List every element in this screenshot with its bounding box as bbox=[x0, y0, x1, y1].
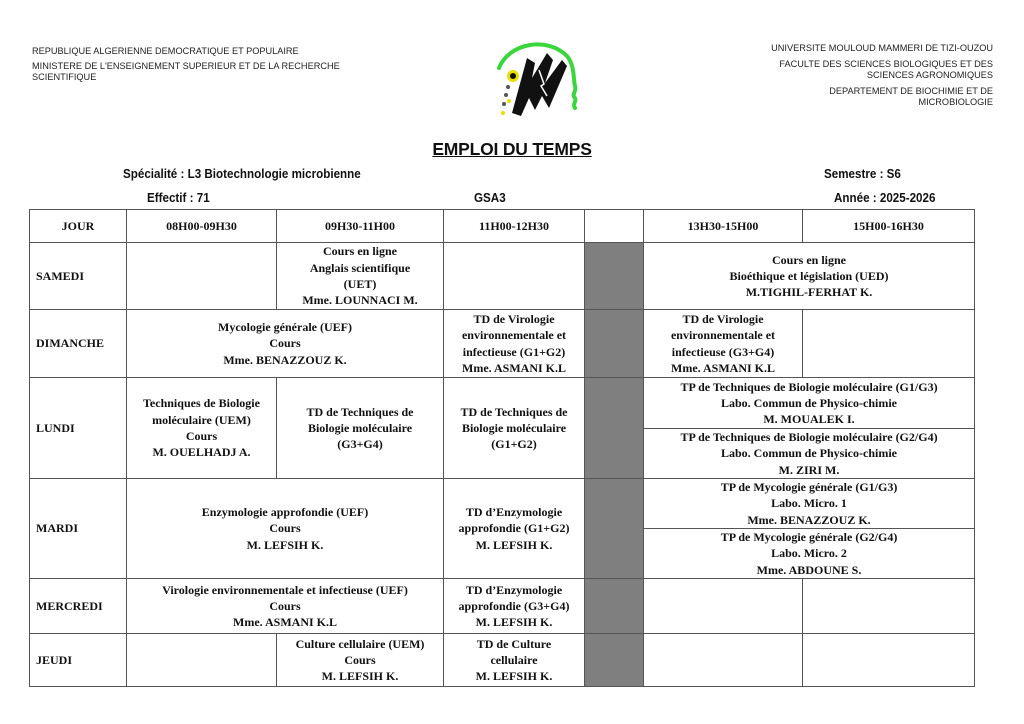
effectif-label: Effectif : 71 bbox=[147, 191, 210, 205]
session-line: M. MOUALEK I. bbox=[763, 412, 855, 427]
session-line: M.TIGHIL-FERHAT K. bbox=[745, 285, 873, 300]
university-logo-icon bbox=[487, 38, 587, 120]
session-line: Mme. ABDOUNE S. bbox=[756, 562, 862, 577]
session-line: Biologie moléculaire bbox=[307, 420, 413, 435]
row-mardi bbox=[30, 479, 975, 529]
session-cell bbox=[127, 579, 444, 634]
session-line: (UET) bbox=[343, 277, 377, 291]
session-line: Culture cellulaire (UEM) bbox=[295, 636, 425, 651]
day-mardi: MARDI bbox=[30, 479, 127, 579]
session-line: (G1+G2) bbox=[491, 437, 537, 452]
department-line2: MICROBIOLOGIE bbox=[918, 97, 993, 107]
session-cell bbox=[444, 634, 585, 687]
cell-empty bbox=[644, 579, 803, 634]
cell-empty bbox=[127, 634, 277, 687]
session-line: Anglais scientifique bbox=[309, 260, 411, 275]
session-line: Labo. Micro. 2 bbox=[771, 546, 847, 561]
university-name: UNIVERSITE MOULOUD MAMMERI DE TIZI-OUZOU bbox=[771, 43, 993, 53]
cell-empty bbox=[803, 579, 975, 634]
session-line: moléculaire (UEM) bbox=[152, 412, 251, 427]
session-line: Mycologie générale (UEF) bbox=[218, 320, 352, 335]
session-line: Cours bbox=[269, 521, 301, 536]
session-line: M. ZIRI M. bbox=[778, 462, 840, 477]
break-column bbox=[585, 210, 644, 243]
ministry-name bbox=[32, 61, 382, 84]
session-cell bbox=[444, 479, 585, 579]
session-line: TD de Culture bbox=[476, 636, 552, 651]
break-column bbox=[585, 634, 644, 687]
session-line: TP de Techniques de Biologie moléculaire (G1/G3) bbox=[680, 379, 938, 394]
session-line: Mme. ASMANI K.L bbox=[233, 615, 337, 630]
session-cell bbox=[277, 634, 444, 687]
session-line: Mme. LOUNNACI M. bbox=[302, 293, 418, 308]
cell-empty bbox=[644, 634, 803, 687]
session-line: (G3+G4) bbox=[337, 437, 383, 452]
session-line: TD de Virologie bbox=[473, 311, 555, 326]
session-line: M. LEFSIH K. bbox=[321, 669, 399, 684]
cell-empty bbox=[803, 310, 975, 378]
session-line: Mme. BENAZZOUZ K. bbox=[223, 352, 347, 367]
session-cell bbox=[444, 378, 585, 479]
session-line: Cours bbox=[344, 652, 376, 667]
col-header-slot2: 09H30-11H00 bbox=[277, 210, 444, 243]
session-line: Bioéthique et législation (UED) bbox=[729, 268, 889, 283]
session-line: infectieuse (G3+G4) bbox=[671, 344, 775, 359]
session-line: TD d’Enzymologie bbox=[465, 505, 563, 520]
session-cell bbox=[644, 429, 975, 479]
cell-empty bbox=[803, 634, 975, 687]
session-line: Cours bbox=[185, 429, 218, 443]
col-header-jour: JOUR bbox=[30, 210, 127, 243]
session-line: Mme. ASMANI K.L bbox=[671, 360, 775, 375]
session-cell bbox=[644, 310, 803, 378]
header-left bbox=[32, 46, 382, 87]
row-dimanche bbox=[30, 310, 975, 378]
session-cell bbox=[644, 529, 975, 579]
session-line: Mme. ASMANI K.L bbox=[462, 360, 566, 375]
session-line: Biologie moléculaire bbox=[461, 420, 567, 435]
page-title: EMPLOI DU TEMPS bbox=[432, 139, 592, 159]
session-line: Cours en ligne bbox=[322, 244, 397, 259]
day-lundi: LUNDI bbox=[30, 378, 127, 479]
session-line: TP de Techniques de Biologie moléculaire (G2/G4) bbox=[680, 430, 938, 445]
session-line: Labo. Commun de Physico-chimie bbox=[720, 395, 897, 410]
ministry-line1: MINISTERE DE L'ENSEIGNEMENT SUPERIEUR ET DE LA RECHERCHE bbox=[32, 60, 340, 71]
ministry-line2: SCIENTIFIQUE bbox=[32, 72, 97, 82]
header-right bbox=[693, 43, 993, 113]
session-line: TD de Techniques de bbox=[460, 404, 568, 419]
timetable bbox=[29, 209, 975, 687]
col-header-slot5: 15H00-16H30 bbox=[803, 210, 975, 243]
session-line: Virologie environnementale et infectieuse (UEF) bbox=[162, 582, 408, 597]
break-column bbox=[585, 310, 644, 378]
semestre-label: Semestre : S6 bbox=[824, 167, 901, 181]
session-line: infectieuse (G1+G2) bbox=[462, 344, 566, 359]
cell-empty bbox=[127, 243, 277, 310]
row-lundi bbox=[30, 378, 975, 429]
break-column bbox=[585, 243, 644, 310]
session-cell bbox=[644, 378, 975, 429]
session-line: Labo. Micro. 1 bbox=[771, 496, 847, 511]
faculty-name bbox=[693, 59, 993, 82]
session-line: M. LEFSIH K. bbox=[475, 537, 553, 552]
row-jeudi bbox=[30, 634, 975, 687]
session-cell bbox=[127, 479, 444, 579]
session-cell bbox=[444, 310, 585, 378]
day-jeudi: JEUDI bbox=[30, 634, 127, 687]
session-cell bbox=[127, 378, 277, 479]
col-header-slot4: 13H30-15H00 bbox=[644, 210, 803, 243]
session-line: environnementale et bbox=[461, 328, 567, 343]
session-line: Cours en ligne bbox=[771, 252, 846, 267]
session-line: approfondie (G3+G4) bbox=[458, 598, 570, 613]
session-line: Techniques de Biologie bbox=[143, 396, 260, 411]
session-cell bbox=[644, 479, 975, 529]
day-samedi: SAMEDI bbox=[30, 243, 127, 310]
session-line: TD d’Enzymologie bbox=[465, 582, 563, 597]
session-line: Labo. Commun de Physico-chimie bbox=[720, 446, 897, 461]
row-mercredi bbox=[30, 579, 975, 634]
session-line: Enzymologie approfondie (UEF) bbox=[201, 505, 369, 520]
col-header-slot1: 08H00-09H30 bbox=[127, 210, 277, 243]
session-line: approfondie (G1+G2) bbox=[458, 521, 570, 536]
session-cell bbox=[277, 378, 444, 479]
session-line: TP de Mycologie générale (G2/G4) bbox=[720, 530, 898, 545]
session-line: TD de Virologie bbox=[682, 311, 764, 326]
session-line: environnementale et bbox=[670, 328, 776, 343]
groupe-label: GSA3 bbox=[474, 191, 506, 205]
row-samedi bbox=[30, 243, 975, 310]
annee-label: Année : 2025-2026 bbox=[834, 191, 936, 205]
break-column bbox=[585, 579, 644, 634]
session-cell bbox=[127, 310, 444, 378]
session-line: Mme. BENAZZOUZ K. bbox=[747, 512, 871, 527]
break-column bbox=[585, 479, 644, 579]
session-line: TD de Techniques de bbox=[306, 404, 414, 419]
specialite-label: Spécialité : L3 Biotechnologie microbienne bbox=[123, 167, 361, 181]
faculty-line1: FACULTE DES SCIENCES BIOLOGIQUES ET DES bbox=[779, 58, 993, 69]
col-header-slot3: 11H00-12H30 bbox=[444, 210, 585, 243]
republic-name: REPUBLIQUE ALGERIENNE DEMOCRATIQUE ET POPULAIRE bbox=[32, 46, 299, 56]
break-column bbox=[585, 378, 644, 479]
department-line1: DEPARTEMENT DE BIOCHIMIE ET DE bbox=[829, 85, 993, 96]
day-mercredi: MERCREDI bbox=[30, 579, 127, 634]
cell-empty bbox=[444, 243, 585, 310]
session-line: M. OUELHADJ A. bbox=[152, 445, 251, 460]
day-dimanche: DIMANCHE bbox=[30, 310, 127, 378]
header-row bbox=[30, 210, 975, 243]
session-cell bbox=[444, 579, 585, 634]
session-line: cellulaire bbox=[490, 652, 538, 667]
faculty-line2: SCIENCES AGRONOMIQUES bbox=[866, 70, 993, 80]
session-cell bbox=[644, 243, 975, 310]
session-line: M. LEFSIH K. bbox=[475, 615, 553, 630]
session-cell bbox=[277, 243, 444, 310]
session-line: TP de Mycologie générale (G1/G3) bbox=[720, 480, 898, 495]
department-name bbox=[693, 86, 993, 109]
session-line: Cours bbox=[269, 336, 301, 351]
session-line: Cours bbox=[269, 598, 301, 613]
session-line: M. LEFSIH K. bbox=[246, 537, 324, 552]
session-line: M. LEFSIH K. bbox=[475, 669, 553, 684]
